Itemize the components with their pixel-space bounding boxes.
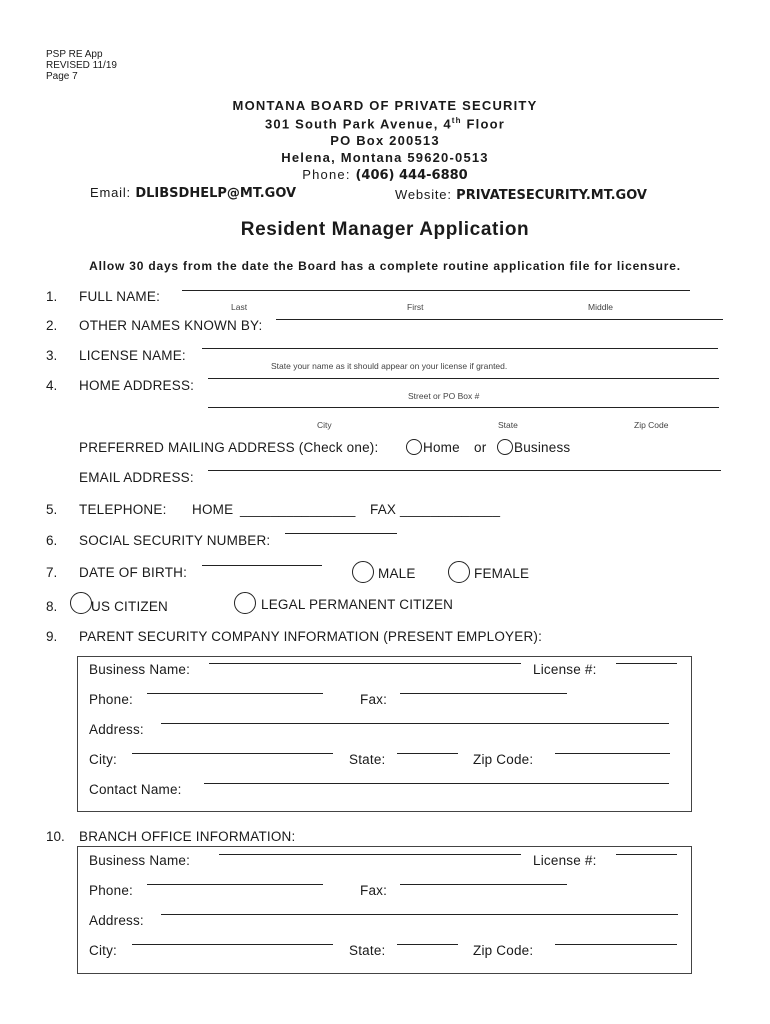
telephone-home-label: HOME bbox=[192, 502, 234, 517]
parent-city-label: City: bbox=[89, 752, 117, 767]
field-number-6: 6. bbox=[46, 533, 58, 548]
license-name-hint: State your name as it should appear on your license if granted. bbox=[271, 361, 508, 371]
email-label: EMAIL ADDRESS: bbox=[79, 470, 194, 485]
home-address-hint-street: Street or PO Box # bbox=[408, 391, 480, 401]
parent-phone-label: Phone: bbox=[89, 692, 133, 707]
us-citizen-radio[interactable] bbox=[70, 592, 92, 614]
board-website: Website: PRIVATESECURITY.MT.GOV bbox=[395, 187, 647, 203]
home-address-street-field[interactable] bbox=[208, 378, 719, 379]
legal-permanent-radio[interactable] bbox=[234, 592, 256, 614]
female-label: FEMALE bbox=[474, 566, 530, 581]
branch-fax-label: Fax: bbox=[360, 883, 388, 898]
field-number-3: 3. bbox=[46, 348, 58, 363]
mailing-business-radio[interactable] bbox=[497, 439, 513, 455]
parent-zip-field[interactable] bbox=[555, 753, 670, 754]
home-address-city-field[interactable] bbox=[208, 407, 719, 408]
mailing-or-label: or bbox=[474, 440, 487, 455]
branch-address-label: Address: bbox=[89, 913, 144, 928]
email-field[interactable] bbox=[208, 470, 721, 471]
parent-city-field[interactable] bbox=[132, 753, 333, 754]
mailing-home-label: Home bbox=[423, 440, 460, 455]
home-address-hint-state: State bbox=[498, 420, 518, 430]
branch-address-field[interactable] bbox=[161, 914, 678, 915]
us-citizen-label: US CITIZEN bbox=[91, 599, 169, 614]
parent-state-field[interactable] bbox=[397, 753, 458, 754]
field-number-4: 4. bbox=[46, 378, 58, 393]
telephone-label: TELEPHONE: bbox=[79, 502, 167, 517]
branch-phone-label: Phone: bbox=[89, 883, 133, 898]
full-name-hint-last: Last bbox=[231, 302, 248, 312]
branch-license-field[interactable] bbox=[616, 854, 677, 855]
field-number-1: 1. bbox=[46, 289, 58, 304]
home-address-hint-zip: Zip Code bbox=[634, 420, 669, 430]
field-number-2: 2. bbox=[46, 318, 58, 333]
branch-city-label: City: bbox=[89, 943, 117, 958]
parent-address-field[interactable] bbox=[161, 723, 669, 724]
parent-contact-label: Contact Name: bbox=[89, 782, 182, 797]
branch-fax-field[interactable] bbox=[400, 884, 567, 885]
parent-business-name-field[interactable] bbox=[209, 663, 521, 664]
board-city-line: Helena, Montana 59620-0513 bbox=[281, 150, 489, 165]
branch-zip-field[interactable] bbox=[555, 944, 677, 945]
other-names-label: OTHER NAMES KNOWN BY: bbox=[79, 318, 263, 333]
full-name-field[interactable] bbox=[182, 290, 690, 291]
branch-business-name-label: Business Name: bbox=[89, 853, 191, 868]
full-name-hint-first: First bbox=[407, 302, 424, 312]
other-names-field[interactable] bbox=[276, 319, 723, 320]
form-ref-line-3: Page 7 bbox=[46, 71, 78, 82]
field-number-7: 7. bbox=[46, 565, 58, 580]
parent-license-label: License #: bbox=[533, 662, 597, 677]
form-ref-line-1: PSP RE App bbox=[46, 49, 103, 60]
ssn-label: SOCIAL SECURITY NUMBER: bbox=[79, 533, 271, 548]
license-name-label: LICENSE NAME: bbox=[79, 348, 186, 363]
home-address-label: HOME ADDRESS: bbox=[79, 378, 195, 393]
field-number-8: 8. bbox=[46, 599, 58, 614]
dob-label: DATE OF BIRTH: bbox=[79, 565, 188, 580]
mailing-business-label: Business bbox=[514, 440, 571, 455]
branch-state-field[interactable] bbox=[397, 944, 458, 945]
full-name-hint-middle: Middle bbox=[588, 302, 614, 312]
branch-zip-label: Zip Code: bbox=[473, 943, 534, 958]
female-radio[interactable] bbox=[448, 561, 470, 583]
telephone-home-field[interactable]: _______________ bbox=[240, 502, 356, 517]
field-number-9: 9. bbox=[46, 629, 58, 644]
dob-field[interactable] bbox=[202, 565, 322, 566]
parent-business-name-label: Business Name: bbox=[89, 662, 191, 677]
branch-city-field[interactable] bbox=[132, 944, 333, 945]
field-number-5: 5. bbox=[46, 502, 58, 517]
branch-license-label: License #: bbox=[533, 853, 597, 868]
telephone-fax-field[interactable]: _____________ bbox=[400, 502, 501, 517]
parent-state-label: State: bbox=[349, 752, 386, 767]
ssn-field[interactable] bbox=[285, 533, 397, 534]
mailing-home-radio[interactable] bbox=[406, 439, 422, 455]
parent-contact-field[interactable] bbox=[204, 783, 669, 784]
mailing-preference-label: PREFERRED MAILING ADDRESS (Check one): bbox=[79, 440, 379, 455]
legal-permanent-label: LEGAL PERMANENT CITIZEN bbox=[261, 597, 454, 612]
home-address-hint-city: City bbox=[317, 420, 332, 430]
parent-phone-field[interactable] bbox=[147, 693, 323, 694]
parent-zip-label: Zip Code: bbox=[473, 752, 534, 767]
telephone-fax-label: FAX bbox=[370, 502, 397, 517]
field-number-10: 10. bbox=[46, 829, 65, 844]
branch-office-label: BRANCH OFFICE INFORMATION: bbox=[79, 829, 296, 844]
page-title: Resident Manager Application bbox=[240, 219, 530, 240]
branch-state-label: State: bbox=[349, 943, 386, 958]
branch-business-name-field[interactable] bbox=[219, 854, 521, 855]
board-email: Email: DLIBSDHELP@MT.GOV bbox=[90, 185, 297, 201]
board-street: 301 South Park Avenue, 4th Floor bbox=[264, 116, 506, 132]
processing-notice: Allow 30 days from the date the Board has a complete routine application file for licensure. bbox=[89, 259, 681, 273]
license-name-field[interactable] bbox=[202, 348, 718, 349]
parent-company-label: PARENT SECURITY COMPANY INFORMATION (PRESENT EMPLOYER): bbox=[79, 629, 543, 644]
branch-phone-field[interactable] bbox=[147, 884, 323, 885]
board-phone: Phone: (406) 444-6880 bbox=[302, 167, 468, 183]
parent-fax-field[interactable] bbox=[400, 693, 567, 694]
male-radio[interactable] bbox=[352, 561, 374, 583]
parent-license-field[interactable] bbox=[616, 663, 677, 664]
board-name: MONTANA BOARD OF PRIVATE SECURITY bbox=[232, 98, 538, 113]
form-ref-line-2: REVISED 11/19 bbox=[46, 60, 117, 71]
board-po-box: PO Box 200513 bbox=[330, 133, 440, 148]
full-name-label: FULL NAME: bbox=[79, 289, 161, 304]
parent-fax-label: Fax: bbox=[360, 692, 388, 707]
male-label: MALE bbox=[378, 566, 416, 581]
parent-address-label: Address: bbox=[89, 722, 144, 737]
